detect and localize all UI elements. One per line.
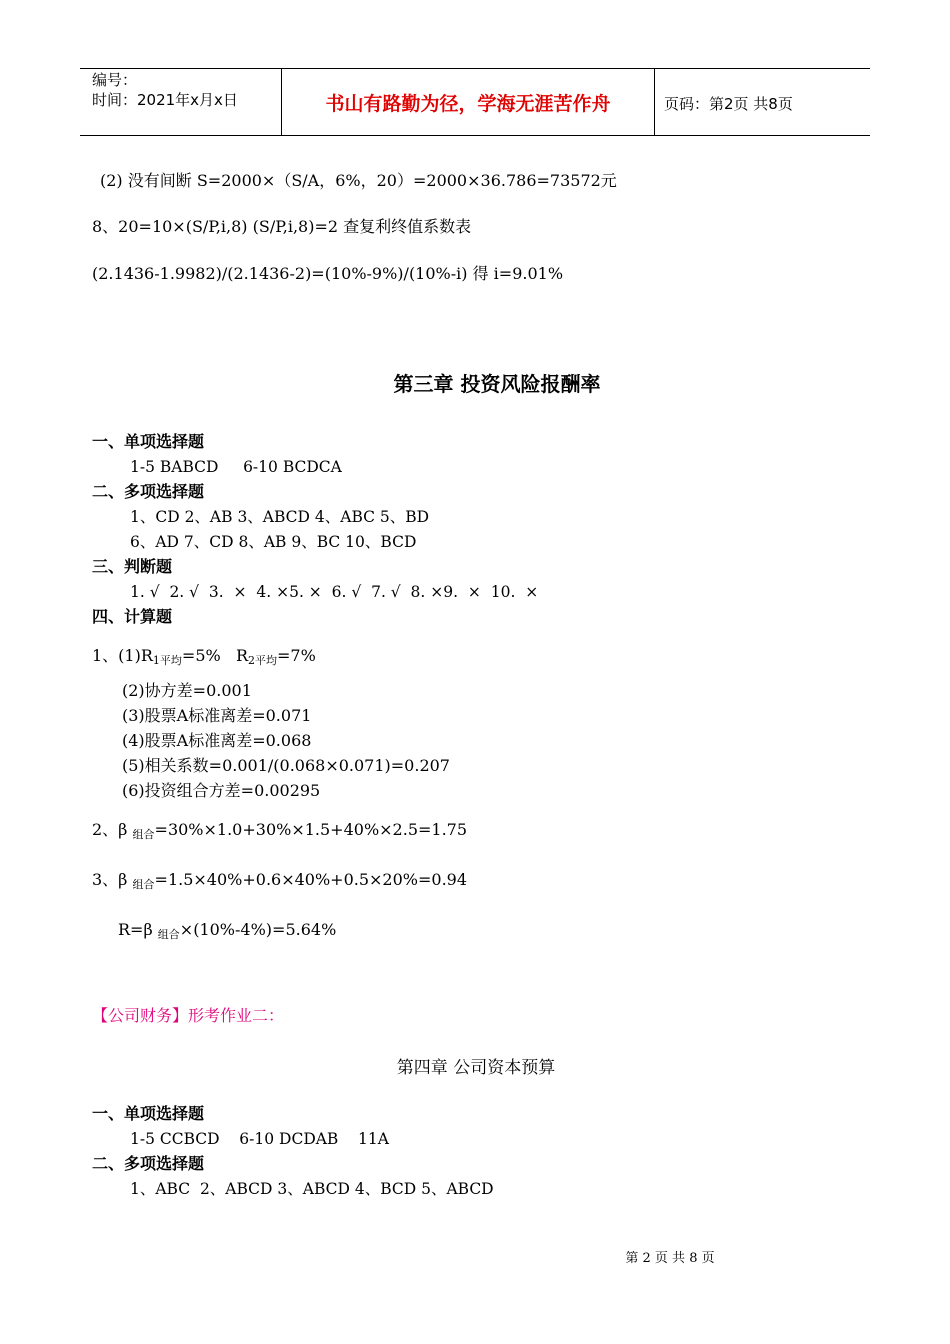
calc-q3-return [118,919,336,946]
section-heading: 一、单项选择题 [92,432,205,451]
text-line: 8、20=10×(S/P,i,8) (S/P,i,8)=2 查复利终值系数表 [92,217,472,236]
answer-line: 1-5 BABCD 6-10 BCDCA [130,458,342,476]
header-time: 时间：2021年x月x日 [92,91,238,109]
answer-line: 1、CD 2、AB 3、ABCD 4、ABC 5、BD [130,508,430,526]
section-heading: 三、判断题 [92,557,173,576]
subscript: 组合 [132,878,155,891]
calc-line: (5)相关系数=0.001/(0.068×0.071)=0.207 [122,756,450,775]
text-fragment: =1.5×40%+0.6×40%+0.5×20%=0.94 [154,870,468,889]
text-fragment: =7% [277,646,316,665]
text-fragment: R=β [118,920,153,939]
calc-line: (2)协方差=0.001 [122,681,252,700]
text-line: (2) 没有间断 S=2000×（S/A，6%，20）=2000×36.786=73572元 [100,171,617,190]
section-heading: 四、计算题 [92,607,173,626]
text-fragment: =5% R [181,646,248,665]
text-fragment: 3、β [92,870,128,889]
section-heading: 一、单项选择题 [92,1104,205,1123]
page-footer: 第 2 页 共 8 页 [625,1251,715,1266]
subscript: 组合 [157,928,180,941]
header-number: 编号： [92,71,138,89]
header-motto: 书山有路勤为径，学海无涯苦作舟 [325,93,611,115]
text-fragment: =30%×1.0+30%×1.5+40%×2.5=1.75 [154,820,468,839]
text-line: (2.1436-1.9982)/(2.1436-2)=(10%-9%)/(10%-i) 得 i=9.01% [92,264,564,283]
header-top-border [80,68,870,69]
calc-line: (6)投资组合方差=0.00295 [122,781,321,800]
section-heading: 二、多项选择题 [92,1154,205,1173]
chapter-title: 第三章 投资风险报酬率 [393,372,601,396]
header-divider-right [654,68,655,136]
answer-line: 1-5 CCBCD 6-10 DCDAB 11A [130,1130,389,1148]
text-fragment: 1、(1)R [92,646,153,665]
header-page-code: 页码：第2页 共8页 [664,95,793,113]
answer-line: 1、ABC 2、ABCD 3、ABCD 4、BCD 5、ABCD [130,1180,494,1198]
assignment-tag: 【公司财务】形考作业二： [92,1006,285,1025]
answer-line: 1. √ 2. √ 3. × 4. ×5. × 6. √ 7. √ 8. ×9. × 10. × [130,583,539,601]
section-heading: 二、多项选择题 [92,482,205,501]
text-fragment: 2、β [92,820,128,839]
header-bottom-border [80,135,870,136]
chapter-title: 第四章 公司资本预算 [396,1058,556,1078]
subscript: 1平均 [152,654,182,667]
answer-line: 6、AD 7、CD 8、AB 9、BC 10、BCD [130,533,417,551]
subscript: 组合 [132,828,155,841]
calc-line: (4)股票A标准离差=0.068 [122,731,312,750]
text-fragment: ×(10%-4%)=5.64% [179,920,337,939]
calc-q3 [92,869,467,896]
subscript: 2平均 [248,654,277,667]
calc-q1 [92,645,316,672]
calc-q2 [92,819,467,846]
calc-line: (3)股票A标准离差=0.071 [122,706,312,725]
